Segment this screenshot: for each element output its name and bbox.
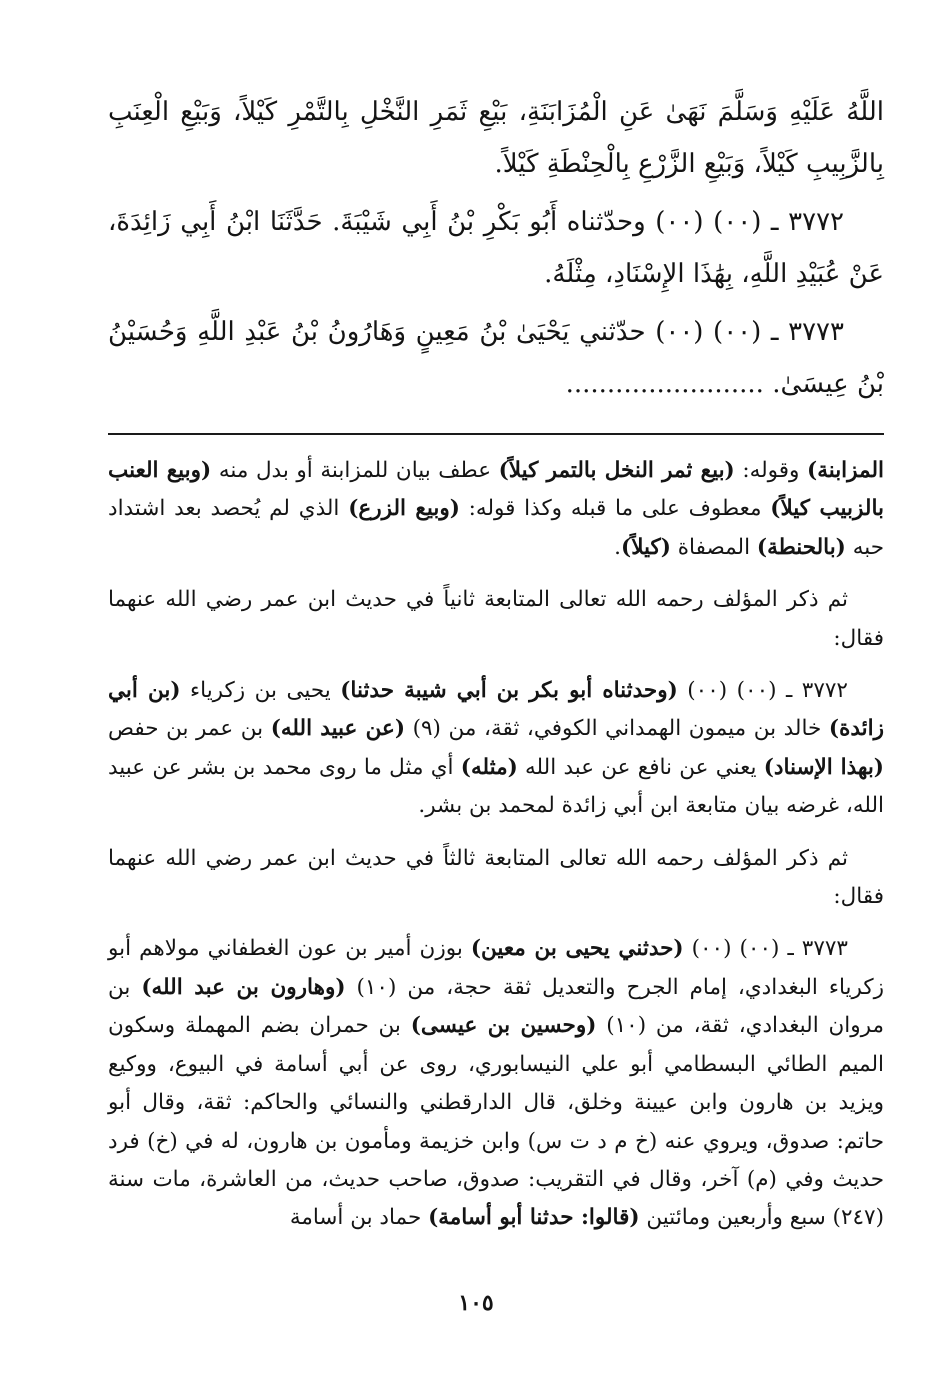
text-run: وقوله: (734, 458, 808, 483)
text-run: يعني عن نافع عن عبد الله (517, 754, 764, 780)
text-run: بوزن أمير بن عون الغطفاني مولاهم أبو زكرياء البغدادي، إمام الجرح والتعديل ثقة حجة، من (١٠) (108, 936, 884, 1000)
commentary-paragraph (108, 581, 884, 658)
bold-quote: (قالوا: حدثنا أبو أسامة) (428, 1205, 640, 1231)
text-run: ثم ذكر المؤلف رحمه الله تعالى المتابعة ثالثاً في حديث ابن عمر رضي الله عنهما فقال: (108, 845, 884, 910)
bold-quote: (وبيع الزرع) (348, 496, 460, 522)
text-run: حماد بن أسامة (289, 1205, 429, 1231)
text-run: بن حمران بضم المهملة وسكون الميم الطائي البسطامي أبو علي النيسابوري، روى عن أبي أسامة في البيوع، ووكيع ويزيد بن هارون وابن عيينة وخلق، قال الدارقطني والنسائي والحاكم: ثقة، وقال أبو حاتم: صدوق، ويروي عنه (خ م د ت س) وابن خزيمة ومأمون بن هارون، له في (خ) فرد حديث وفي (م) آخر، وقال في التقريب: صدوق، صاحب حديث، من العاشرة، مات سنة (٢٤٧) سبع وأربعين ومائتين (108, 1013, 884, 1231)
text-run: أي مثل ما روى محمد بن بشر عن عبيد الله، غرضه بيان متابعة ابن أبي زائدة لمحمد بن بشر. (108, 754, 884, 819)
text-run: خالد بن ميمون الهمداني الكوفي، ثقة، من (٩) (405, 716, 829, 742)
bold-quote: (وحدثناه أبو بكر بن أبي شيبة حدثنا) (340, 678, 678, 704)
hadith-text (108, 86, 884, 416)
bold-quote: (بن أبي زائدة) (108, 678, 884, 742)
text-run: المصفاة (670, 534, 757, 560)
text-run: . (614, 534, 622, 560)
bold-quote: (وهارون بن عبد الله) (141, 974, 346, 1000)
commentary-paragraph (108, 840, 884, 917)
text-run: ثم ذكر المؤلف رحمه الله تعالى المتابعة ثانياً في حديث ابن عمر رضي الله عنهما فقال: (108, 587, 884, 651)
commentary-paragraph (108, 930, 884, 1237)
text-run: عطف بيان للمزابنة أو بدل منه (211, 458, 499, 483)
bold-quote: (عن عبيد الله) (270, 716, 405, 742)
page-number: ١٠٥ (458, 1290, 494, 1316)
bold-quote: المزابنة) (807, 458, 884, 483)
commentary-paragraph (108, 672, 884, 826)
text-run: الذي لم يُحصد بعد اشتداد حبه (108, 496, 884, 560)
bold-quote: (وبيع العنب بالزبيب كيلاً) (108, 458, 884, 522)
bold-quote: (وحسين بن عيسى) (410, 1013, 597, 1039)
bold-quote: (بيع ثمر النخل بالتمر كيلاً) (498, 458, 735, 483)
hadith-paragraph: اللَّهُ عَلَيْهِ وَسَلَّمَ نَهَىٰ عَنِ الْمُزَابَنَةِ، بَيْعِ ثَمَرِ النَّخْلِ بِالتَّمْرِ كَيْلاً، وَبَيْعِ الْعِنَبِ بِالزَّبِيبِ كَيْلاً، وَبَيْعِ الزَّرْعِ بِالْحِنْطَةِ كَيْلاً. (108, 97, 884, 179)
text-run: معطوف على ما قبله وكذا قوله: (459, 496, 771, 522)
text-run: ٣٧٧٣ ـ (٠٠) (٠٠) (683, 936, 848, 962)
text-run: ٣٧٧٢ ـ (٠٠) (٠٠) (677, 678, 848, 704)
text-run: بن مروان البغدادي، ثقة، من (١٠) (108, 974, 884, 1039)
bold-quote: (مثله) (460, 754, 518, 780)
footnote-separator (108, 433, 884, 435)
commentary-text (108, 452, 884, 1252)
hadith-paragraph: ٣٧٧٣ ـ (٠٠) (٠٠) حدّثني يَحْيَىٰ بْنُ مَعِينٍ وَهَارُونُ بْنُ عَبْدِ اللَّهِ وَحُسَيْنُ بْنُ عِيسَىٰ. ........................ (108, 317, 884, 399)
bold-quote: (كيلاً) (621, 534, 671, 560)
bold-quote: (حدثني يحيى بن معين) (470, 936, 684, 962)
commentary-paragraph (108, 452, 884, 567)
text-run: بن عمر بن حفص (108, 716, 271, 742)
text-run: يحيى بن زكرياء (180, 678, 341, 704)
hadith-paragraph: ٣٧٧٢ ـ (٠٠) (٠٠) وحدّثناه أَبُو بَكْرِ بْنُ أَبِي شَيْبَةَ. حَدَّثَنَا ابْنُ أَبِي زَائِدَةَ، عَنْ عُبَيْدِ اللَّهِ، بِهَٰذَا الإِسْنَادِ، مِثْلَهُ. (108, 207, 884, 289)
bold-quote: (بهذا الإسناد) (763, 754, 884, 780)
bold-quote: (بالحنطة) (756, 534, 846, 560)
